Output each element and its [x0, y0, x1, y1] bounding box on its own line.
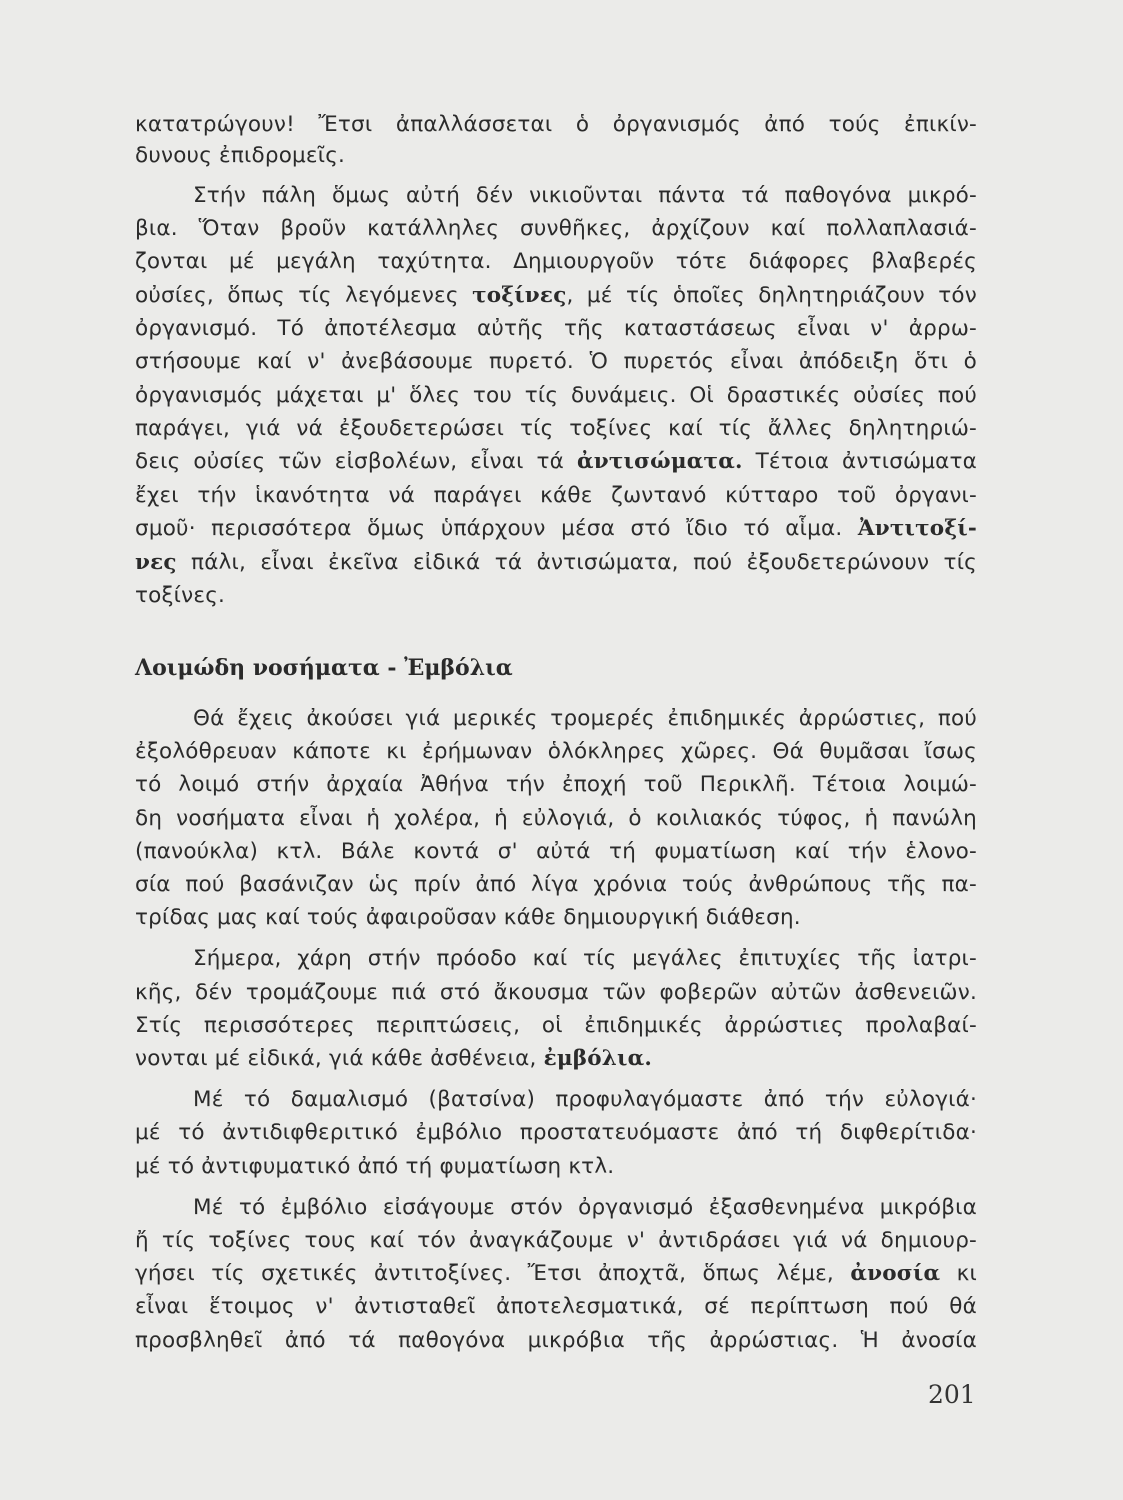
text-line: ἐξολόθρευαν κάποτε κι ἐρήμωναν ὁλόκληρες χῶρες. Θά θυμᾶσαι ἴσως — [135, 739, 977, 764]
text-line: γήσει τίς σχετικές ἀντιτοξίνες. Ἔτσι ἀποχτᾶ, ὅπως λέμε, ἀνοσία κι — [135, 1261, 977, 1286]
text-line: Στήν πάλη ὅμως αὐτή δέν νικιοῦνται πάντα τά παθογόνα μικρό- — [193, 183, 977, 208]
text-line: παράγει, γιά νά ἐξουδετερώσει τίς τοξίνες καί τίς ἄλλες δηλητηριώ- — [135, 416, 977, 441]
text-line: μέ τό ἀντιφυματικό ἀπό τή φυματίωση κτλ. — [135, 1154, 615, 1179]
emphasis-term: Ἀντιτοξί- — [857, 516, 977, 541]
page-number: 201 — [928, 1380, 976, 1409]
text-line: Μέ τό δαμαλισμό (βατσίνα) προφυλαγόμαστε ἀπό τήν εὐλογιά· — [193, 1087, 977, 1112]
text-line: μέ τό ἀντιδιφθεριτικό ἐμβόλιο προστατευόμαστε ἀπό τή διφθερίτιδα· — [135, 1120, 977, 1145]
text-line: ἔχει τήν ἱκανότητα νά παράγει κάθε ζωντανό κύτταρο τοῦ ὀργανι- — [135, 483, 977, 508]
text-line: σμοῦ· περισσότερα ὅμως ὑπάρχουν μέσα στό ἴδιο τό αἷμα. Ἀντιτοξί- — [135, 516, 977, 541]
text-line: κατατρώγουν! Ἔτσι ἀπαλλάσσεται ὁ ὀργανισμός ἀπό τούς ἐπικίν- — [135, 112, 977, 137]
emphasis-term: νες — [135, 550, 177, 575]
text-line: ὀργανισμός μάχεται μ' ὅλες του τίς δυνάμεις. Οἱ δραστικές οὐσίες πού — [135, 383, 977, 408]
text-line: στήσουμε καί ν' ἀνεβάσουμε πυρετό. Ὁ πυρετός εἶναι ἀπόδειξη ὅτι ὁ — [135, 349, 977, 374]
text-line: δυνους ἐπιδρομεῖς. — [135, 143, 346, 168]
text-line: ὀργανισμό. Τό ἀποτέλεσμα αὐτῆς τῆς καταστάσεως εἶναι ν' ἀρρω- — [135, 316, 977, 341]
text-line: τό λοιμό στήν ἀρχαία Ἀθήνα τήν ἐποχή τοῦ Περικλῆ. Τέτοια λοιμώ- — [135, 772, 977, 797]
text-line: νονται μέ εἰδικά, γιά κάθε ἀσθένεια, ἐμβόλια. — [135, 1046, 653, 1071]
text-line: εἶναι ἕτοιμος ν' ἀντισταθεῖ ἀποτελεσματικά, σέ περίπτωση πού θά — [135, 1294, 977, 1319]
text-line: τοξίνες. — [135, 583, 226, 608]
text-line: σία πού βασάνιζαν ὡς πρίν ἀπό λίγα χρόνια τούς ἀνθρώπους τῆς πα- — [135, 872, 977, 897]
text-line: βια. Ὅταν βροῦν κατάλληλες συνθῆκες, ἀρχίζουν καί πολλαπλασιά- — [135, 216, 977, 241]
emphasis-term: ἀνοσία — [850, 1261, 941, 1286]
text-line: Σήμερα, χάρη στήν πρόοδο καί τίς μεγάλες ἐπιτυχίες τῆς ἰατρι- — [193, 946, 977, 971]
section-heading: Λοιμώδη νοσήματα - Ἐμβόλια — [135, 655, 513, 681]
text-line: Θά ἔχεις ἀκούσει γιά μερικές τρομερές ἐπιδημικές ἀρρώστιες, πού — [193, 706, 977, 731]
emphasis-term: ἐμβόλια. — [543, 1046, 653, 1071]
text-line: κῆς, δέν τρομάζουμε πιά στό ἄκουσμα τῶν φοβερῶν αὐτῶν ἀσθενειῶν. — [135, 980, 977, 1005]
text-line: (πανούκλα) κτλ. Βάλε κοντά σ' αὐτά τή φυματίωση καί τήν ἑλονο- — [135, 839, 977, 864]
text-line: Μέ τό ἐμβόλιο εἰσάγουμε στόν ὀργανισμό ἐξασθενημένα μικρόβια — [193, 1195, 977, 1220]
text-line: δη νοσήματα εἶναι ἡ χολέρα, ἡ εὐλογιά, ὁ κοιλιακός τύφος, ἡ πανώλη — [135, 806, 977, 831]
text-line: τρίδας μας καί τούς ἀφαιροῦσαν κάθε δημιουργική διάθεση. — [135, 905, 801, 930]
text-line: δεις οὐσίες τῶν εἰσβολέων, εἶναι τά ἀντισώματα. Τέτοια ἀντισώματα — [135, 449, 977, 474]
text-line: οὐσίες, ὅπως τίς λεγόμενες τοξίνες, μέ τίς ὁποῖες δηλητηριάζουν τόν — [135, 283, 977, 308]
text-line: νες πάλι, εἶναι ἐκεῖνα εἰδικά τά ἀντισώματα, πού ἐξουδετερώνουν τίς — [135, 550, 977, 575]
text-line: προσβληθεῖ ἀπό τά παθογόνα μικρόβια τῆς ἀρρώστιας. Ἡ ἀνοσία — [135, 1328, 977, 1353]
emphasis-term: ἀντισώματα. — [577, 449, 743, 474]
emphasis-term: τοξίνες — [472, 283, 567, 308]
text-line: ζονται μέ μεγάλη ταχύτητα. Δημιουργοῦν τότε διάφορες βλαβερές — [135, 249, 977, 274]
text-line: Στίς περισσότερες περιπτώσεις, οἱ ἐπιδημικές ἀρρώστιες προλαβαί- — [135, 1013, 977, 1038]
text-line: ἤ τίς τοξίνες τους καί τόν ἀναγκάζουμε ν' ἀντιδράσει γιά νά δημιουρ- — [135, 1228, 977, 1253]
